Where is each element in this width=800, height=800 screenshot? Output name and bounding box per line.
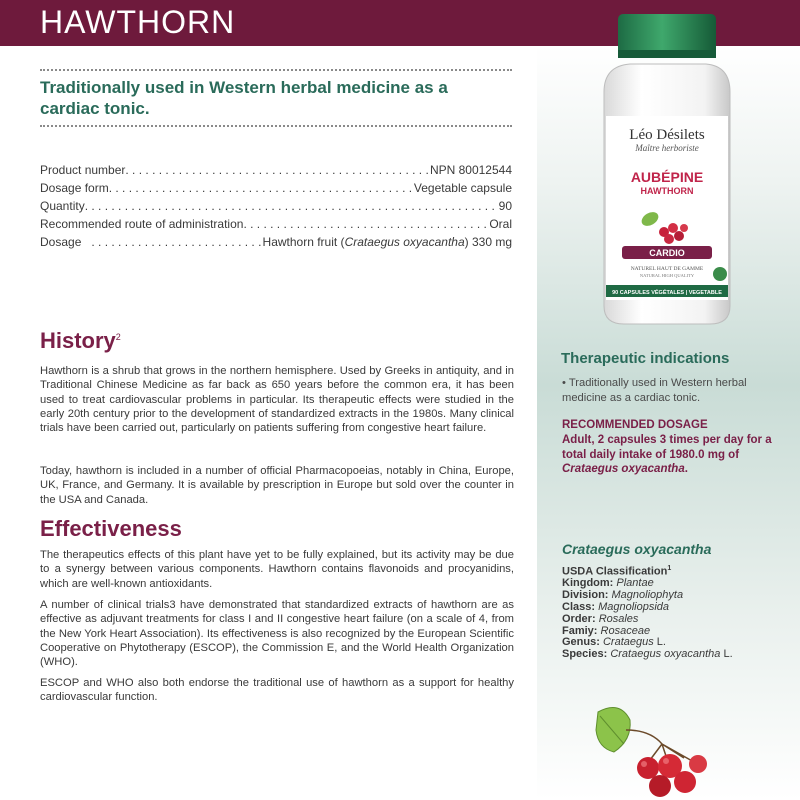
divider-bottom [40,125,512,127]
recommended-dosage-heading: RECOMMENDED DOSAGE [562,419,708,431]
usda-classification [562,563,782,661]
rec-text-latin: Crataegus oxyacantha [562,463,685,475]
usda-rank: Species: [562,648,608,661]
product-spec-table [40,161,512,251]
usda-authority: L. [720,648,733,661]
history-paragraph-2: Today, hawthorn is included in a number of official Pharmacopoeias, notably in China, Europe, UK, France, and Germany. It is available by prescription in Europe but sold over the counter in the USA and Canada. [40,465,514,506]
svg-text:AUBÉPINE: AUBÉPINE [630,169,704,185]
usda-heading [562,563,782,578]
history-footnote-ref: 2 [115,332,121,342]
effectiveness-paragraph-2: A number of clinical trials3 have demonstrated that standardized extracts of hawthorn are as effective as adjuvant treatments for class I and II congestive heart failure (on a scale of 4, from the New York Heart Association). Its effectiveness is also recognized by the European Scientific Cooperative on Phytotherapy (ESCOP), the Commission E, and the World Health Organization (WHO). [40,599,514,669]
svg-text:NATUREL HAUT DE GAMME: NATUREL HAUT DE GAMME [630,266,704,272]
svg-text:CARDIO: CARDIO [649,248,685,258]
dot-leader [109,179,414,197]
dot-leader [243,215,489,233]
spec-value: NPN 80012544 [429,163,512,177]
dosage-value-pre: Hawthorn fruit ( [262,235,345,249]
dot-leader [125,161,430,179]
history-heading-text: History [40,328,116,353]
svg-text:NATURAL HIGH QUALITY: NATURAL HIGH QUALITY [639,273,695,278]
spec-value: Vegetable capsule [413,181,512,195]
spec-row-dosage-form [40,179,512,197]
usda-rank: Kingdom: [562,577,614,590]
usda-rank: Division: [562,589,609,602]
usda-rank: Famiy: [562,624,598,637]
spec-row-product-number [40,161,512,179]
usda-rank: Order: [562,612,596,625]
svg-text:90 CAPSULES VÉGÉTALES | VEGETA: 90 CAPSULES VÉGÉTALES | VEGETABLE [612,290,722,296]
usda-rank: Genus: [562,636,600,649]
spec-label: Dosage form [40,181,109,195]
spec-row-quantity [40,197,512,215]
recommended-dosage-text [562,433,777,477]
therapeutic-heading: Therapeutic indications [561,350,730,367]
page-title: HAWTHORN [40,4,236,40]
spec-label: Product number [40,163,126,177]
usda-taxon: Crataegus oxyacantha [610,648,721,661]
svg-text:HAWTHORN: HAWTHORN [640,186,694,196]
dot-leader [91,233,262,251]
effectiveness-paragraph-3: ESCOP and WHO also both endorse the traditional use of hawthorn as a support for healthy cardiovascular function. [40,677,514,704]
svg-text:Maître herboriste: Maître herboriste [635,143,699,153]
hawthorn-berries-image [590,700,740,800]
effectiveness-heading: Effectiveness [40,516,182,541]
svg-text:Léo Désilets: Léo Désilets [629,127,705,143]
tagline: Traditionally used in Western herbal medicine as a cardiac tonic. [40,78,448,118]
usda-taxon: Rosales [598,612,639,625]
spec-label: Recommended route of administration [40,217,244,231]
spec-label: Dosage [40,235,82,249]
spec-value [263,233,512,251]
dot-leader [85,197,499,215]
usda-taxon: Rosaceae [600,624,651,637]
usda-taxon: Crataegus [602,636,654,649]
usda-taxon: Magnoliopsida [598,601,670,614]
history-heading [40,328,121,354]
usda-heading-text: USDA Classification [562,565,668,578]
usda-rows [562,578,782,661]
effectiveness-paragraph-1: The therapeutics effects of this plant have yet to be fully explained, but its activity may be due to a synergy between various components. Hawthorn contains flavonoids and procyanidins, which are well-known antioxidants. [40,549,514,590]
spec-row-route [40,215,512,233]
spec-label: Quantity [40,199,85,213]
product-bottle-image [590,6,740,328]
usda-row [562,649,782,661]
usda-footnote-ref: 1 [667,565,672,572]
usda-taxon: Magnoliophyta [611,589,684,602]
therapeutic-bullet: • Traditionally used in Western herbal medicine as a cardiac tonic. [562,377,747,404]
spec-value: Oral [489,217,512,231]
species-title: Crataegus oxyacantha [562,541,712,557]
history-paragraph-1: Hawthorn is a shrub that grows in the northern hemisphere. Used by Greeks in antiquity, and in Traditional Chinese Medicine as far back as 650 years before the common era, it has been used to treat cardiovascular problems in particular. Its therapeutic effects were studied in the early 20th century prior to the development of standardized extracts in the 1980s. Many clinical trials have been carried out, particularly on patients suffering from congestive heart failure. [40,365,514,435]
rec-text-pre: Adult, 2 capsules 3 times per day for a total daily intake of 1980.0 mg of [562,434,772,461]
dosage-value-post: ) 330 mg [464,235,512,249]
usda-taxon: Plantae [616,577,654,590]
spec-value: 90 [498,199,512,213]
divider-top [40,69,512,71]
rec-text-post: . [684,463,688,475]
spec-row-dosage [40,233,512,251]
usda-authority: L. [653,636,666,649]
usda-rank: Class: [562,601,596,614]
dosage-value-latin: Crataegus oxyacantha [344,235,465,249]
